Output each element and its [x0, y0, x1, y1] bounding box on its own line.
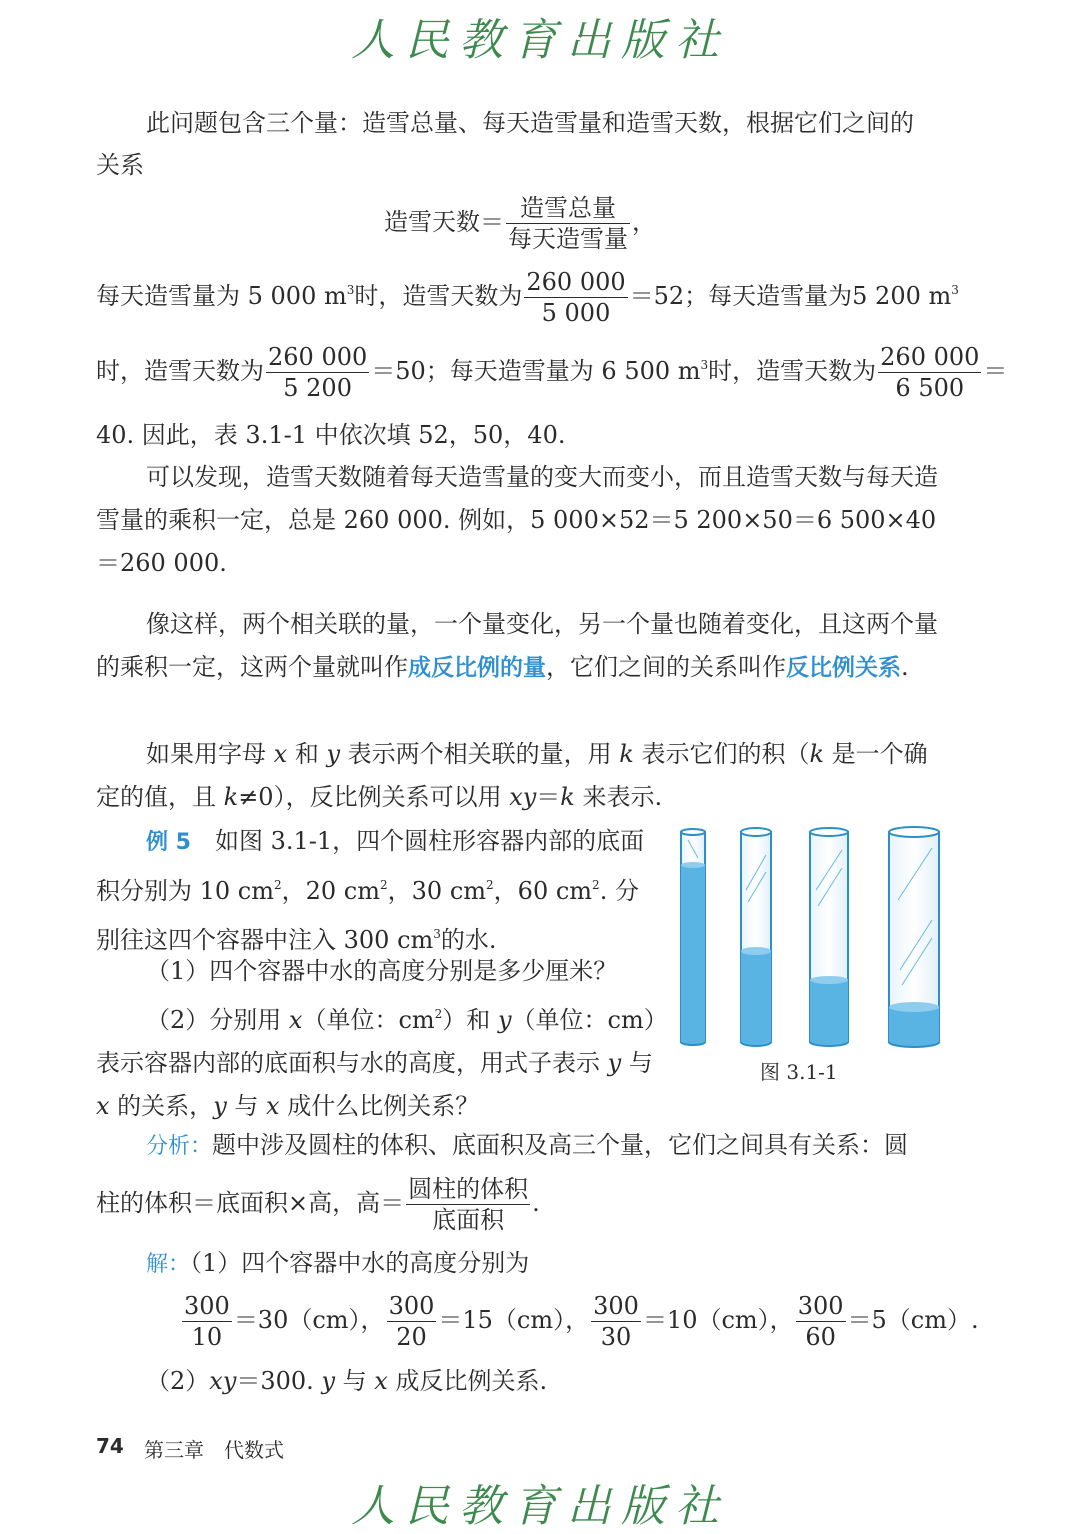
text: （2）	[146, 1367, 210, 1395]
text: ＝300.	[236, 1367, 322, 1395]
var: x	[266, 1092, 280, 1120]
fraction-result: ＝10（cm），	[642, 1306, 794, 1334]
text: ＝50；每天造雪量为 6 500 m	[371, 357, 701, 385]
fraction	[182, 1292, 232, 1351]
superscript: 3	[346, 283, 355, 297]
text: （1）四个容器中水的高度分别为	[190, 1249, 530, 1277]
text: 成什么比例关系？	[279, 1092, 480, 1120]
var: y	[607, 1049, 622, 1077]
var: k	[223, 783, 239, 811]
text: 的水.	[440, 926, 497, 954]
fraction-numerator: 260 000	[268, 343, 368, 371]
fraction-numerator: 300	[388, 1292, 435, 1320]
fraction-result: ＝15（cm），	[438, 1306, 590, 1334]
question-2	[96, 993, 662, 1128]
var: k	[619, 740, 634, 768]
fraction	[796, 1292, 846, 1351]
fraction-numerator: 300	[184, 1292, 230, 1320]
fraction-numerator: 260 000	[880, 343, 980, 371]
solution-line1	[146, 1248, 529, 1280]
fraction-denominator: 5 000	[541, 299, 611, 327]
example-5	[96, 820, 662, 962]
var: k	[560, 783, 575, 811]
text: 像这样，两个相关联的量，一个量变化，另一个量也随着变化，且这两个量的乘积一定，这两个量就叫作	[96, 610, 938, 681]
para-observation: 可以发现，造雪天数随着每天造雪量的变大而变小，而且造雪天数与每天造雪量的乘积一定，总是 260 000. 例如，5 000×52＝5 200×50＝6 500×40＝260 000.	[96, 463, 938, 577]
text: ，它们之间的关系叫作	[546, 653, 786, 681]
fraction-denominator: 6 500	[895, 374, 965, 402]
fraction-numerator: 造雪总量	[506, 194, 630, 224]
fraction-denominator: 每天造雪量	[508, 225, 628, 253]
fraction	[506, 194, 630, 253]
fraction-denominator: 底面积	[432, 1206, 505, 1234]
fraction-denominator: 20	[396, 1323, 427, 1351]
text: （2）分别用	[146, 1006, 289, 1034]
figure-cylinders	[670, 820, 960, 1056]
text: ＝	[983, 357, 1008, 385]
analysis-label: 分析：	[146, 1134, 213, 1159]
fraction-numerator: 300	[797, 1292, 844, 1320]
publisher-watermark-bottom: 人民教育出版社	[351, 1481, 729, 1532]
text: 和	[287, 740, 327, 768]
text: 时，造雪天数为	[708, 357, 877, 385]
punctuation: .	[532, 1189, 540, 1217]
fraction	[524, 268, 627, 327]
text: ）和	[442, 1006, 498, 1034]
var: y	[213, 1092, 227, 1120]
text: 每天造雪量为 5 000 m	[96, 282, 347, 310]
cylinder-30cm2	[810, 828, 848, 1046]
solution-fraction-3	[589, 1292, 794, 1351]
superscript: 2	[274, 878, 282, 892]
var: y	[321, 1367, 336, 1395]
page-number: 74	[96, 1434, 124, 1458]
var: xy	[509, 783, 537, 811]
superscript: 2	[380, 878, 388, 892]
var: x	[288, 1006, 303, 1034]
analysis-text-part2: 柱的体积＝底面积×高，高＝	[96, 1189, 405, 1217]
calc-line-2	[96, 343, 1007, 402]
fraction-result: ＝5（cm）.	[847, 1306, 979, 1334]
fraction-denominator: 60	[805, 1323, 836, 1351]
fraction-denominator: 5 200	[283, 374, 352, 402]
text: 时，造雪天数为	[96, 357, 264, 385]
cylinder-60cm2	[889, 827, 939, 1047]
text: 如果用字母	[146, 740, 274, 768]
text: 表示两个相关联的量，用	[340, 740, 620, 768]
fraction	[878, 343, 981, 402]
solution-fraction-2	[385, 1292, 590, 1351]
term-inverse-proportional-quantities: 成反比例的量	[408, 655, 546, 681]
solution-fraction-4	[794, 1292, 979, 1351]
formula-lhs: 造雪天数＝	[384, 208, 504, 236]
text: 成反比例关系.	[387, 1367, 548, 1395]
superscript: 3	[951, 283, 959, 297]
analysis-line2	[96, 1175, 540, 1234]
text: ≠0），反比例关系可以用	[238, 783, 510, 811]
term-inverse-proportion: 反比例关系	[786, 655, 901, 681]
text: 与	[621, 1049, 653, 1077]
text: 是一个确定的值，且	[96, 740, 928, 811]
text: ＝	[536, 783, 561, 811]
var: k	[809, 740, 825, 768]
calc-line-3: 40. 因此，表 3.1-1 中依次填 52，50，40.	[96, 421, 566, 449]
text: ，20 cm	[281, 877, 381, 905]
calc-line-1	[96, 268, 959, 327]
chapter-title: 第三章 代数式	[144, 1438, 284, 1462]
cylinder-20cm2	[741, 828, 771, 1046]
text: ＝52；每天造雪量为5 200 m	[629, 282, 952, 310]
text: 时，造雪天数为	[354, 282, 523, 310]
fraction-numerator: 260 000	[526, 268, 626, 296]
text: 来表示.	[574, 783, 663, 811]
solution-label: 解：	[146, 1252, 191, 1277]
var: y	[326, 740, 341, 768]
text: ，30 cm	[387, 877, 487, 905]
fraction	[387, 1292, 437, 1351]
question-1: （1）四个容器中水的高度分别是多少厘米？	[146, 957, 618, 985]
fraction-denominator: 10	[191, 1323, 223, 1351]
fraction	[406, 1175, 530, 1234]
example-label: 例 5	[146, 830, 191, 855]
superscript: 2	[592, 878, 600, 892]
para1-line2: 关系	[96, 151, 144, 179]
cylinder-10cm2	[681, 829, 705, 1045]
fraction-result: ＝30（cm），	[233, 1306, 385, 1334]
fraction	[266, 343, 369, 402]
para1-line1: 此问题包含三个量：造雪总量、每天造雪量和造雪天数，根据它们之间的	[146, 109, 914, 137]
text: .	[901, 653, 909, 681]
formula-days	[384, 194, 656, 253]
text: （单位：cm）表示容器内部的底面积与水的高度，用式子表示	[96, 1006, 656, 1077]
fraction-denominator: 30	[600, 1323, 632, 1351]
text: ，60 cm	[493, 877, 593, 905]
analysis-line1	[146, 1130, 908, 1162]
text: 与	[226, 1092, 267, 1120]
text: 与	[335, 1367, 375, 1395]
superscript: 3	[433, 927, 441, 941]
text: 如图 3.1-1，四个圆柱形容器内部的底面积分别为 10 cm	[96, 827, 645, 905]
var: x	[96, 1092, 110, 1120]
superscript: 2	[486, 878, 494, 892]
var: x	[374, 1367, 388, 1395]
text: 的关系，	[109, 1092, 214, 1120]
solution-line2	[146, 1366, 547, 1396]
text: （单位：cm	[302, 1006, 435, 1034]
figure-caption: 图 3.1-1	[760, 1060, 838, 1084]
fraction-numerator: 300	[593, 1292, 639, 1320]
fraction-numerator: 圆柱的体积	[408, 1175, 529, 1203]
superscript: 3	[700, 358, 709, 372]
superscript: 2	[434, 1007, 443, 1021]
var: x	[273, 740, 288, 768]
punctuation: ，	[632, 208, 656, 236]
fraction	[591, 1292, 641, 1351]
var: xy	[209, 1367, 237, 1395]
para-formula-definition	[96, 733, 942, 819]
text: . 分别往这四个容器中注入 300 cm	[96, 877, 639, 954]
solution-fraction-1	[180, 1292, 385, 1351]
analysis-text-part1: 题中涉及圆柱的体积、底面积及高三个量，它们之间具有关系：圆	[212, 1131, 909, 1159]
text: 表示它们的积（	[633, 740, 810, 768]
solution-fractions	[180, 1292, 979, 1351]
publisher-watermark-top: 人民教育出版社	[351, 15, 729, 66]
var: y	[497, 1006, 512, 1034]
para-definition	[96, 603, 942, 690]
